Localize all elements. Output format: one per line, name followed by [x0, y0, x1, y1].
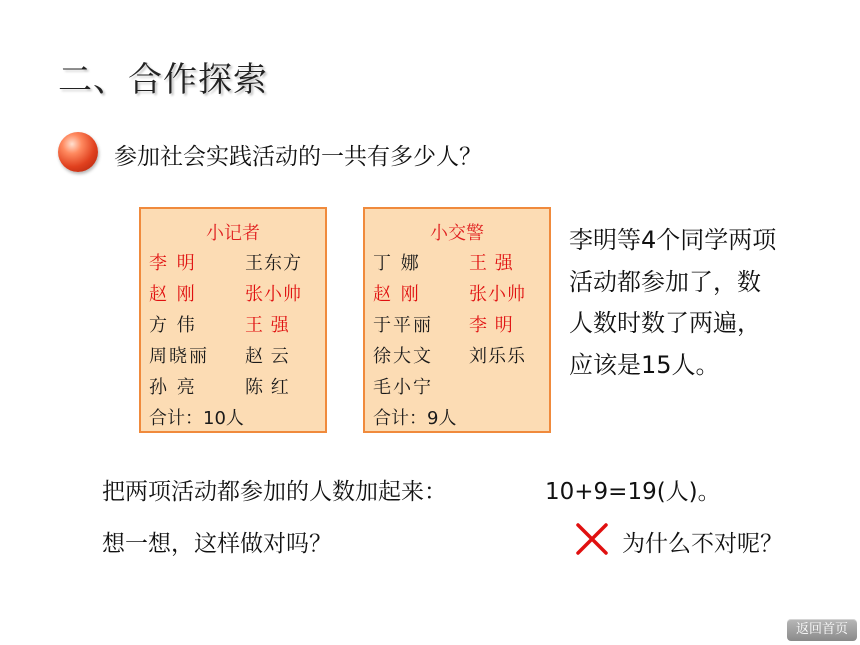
traffic-name: 赵 刚 [373, 284, 421, 305]
traffic-total: 合计：9人 [373, 408, 457, 429]
why-question: 为什么不对呢？ [622, 531, 783, 557]
reporters-row [149, 373, 325, 401]
reporter-name: 陈 红 [245, 377, 290, 398]
reporters-row [149, 280, 325, 308]
reporter-name: 张小帅 [245, 284, 302, 305]
traffic-name: 刘乐乐 [469, 346, 526, 367]
traffic-name: 张小帅 [469, 284, 526, 305]
reporter-name: 李 明 [149, 253, 197, 274]
reporter-name: 王 强 [245, 315, 290, 336]
bullet-ball-icon [58, 132, 98, 172]
reporter-name: 方 伟 [149, 315, 197, 336]
traffic-row [373, 311, 549, 339]
reporters-row [149, 342, 325, 370]
traffic-row [373, 342, 549, 370]
question-text: 参加社会实践活动的一共有多少人？ [114, 144, 482, 170]
equation-text: 10+9=19(人)。 [545, 479, 721, 505]
statement-text: 把两项活动都参加的人数加起来： [102, 479, 447, 505]
back-home-button[interactable]: 返回首页 [787, 619, 857, 641]
reporter-name: 孙 亮 [149, 377, 197, 398]
traffic-row [373, 280, 549, 308]
think-prompt: 想一想，这样做对吗？ [102, 531, 332, 557]
traffic-name: 丁 娜 [373, 253, 421, 274]
reporter-name: 王东方 [245, 253, 302, 274]
traffic-row [373, 249, 549, 277]
traffic-name: 于平丽 [373, 315, 433, 336]
reporter-name: 赵 刚 [149, 284, 197, 305]
reporters-title: 小记者 [206, 223, 260, 244]
traffic-box [363, 207, 551, 433]
wrong-x-icon [575, 522, 609, 556]
reporters-box [139, 207, 327, 433]
reporter-name: 周晓丽 [149, 346, 209, 367]
traffic-name: 徐大文 [373, 346, 433, 367]
traffic-title: 小交警 [430, 223, 484, 244]
reporters-row [149, 249, 325, 277]
explanation-note: 李明等4个同学两项活动都参加了，数人数时数了两遍，应该是15人。 [569, 226, 777, 379]
reporters-total: 合计：10人 [149, 408, 244, 429]
traffic-name: 王 强 [469, 253, 514, 274]
reporters-row [149, 311, 325, 339]
traffic-name: 毛小宁 [373, 377, 433, 398]
traffic-name: 李 明 [469, 315, 514, 336]
traffic-row [373, 373, 549, 401]
section-title: 二、合作探索 [58, 60, 268, 100]
reporter-name: 赵 云 [245, 346, 290, 367]
